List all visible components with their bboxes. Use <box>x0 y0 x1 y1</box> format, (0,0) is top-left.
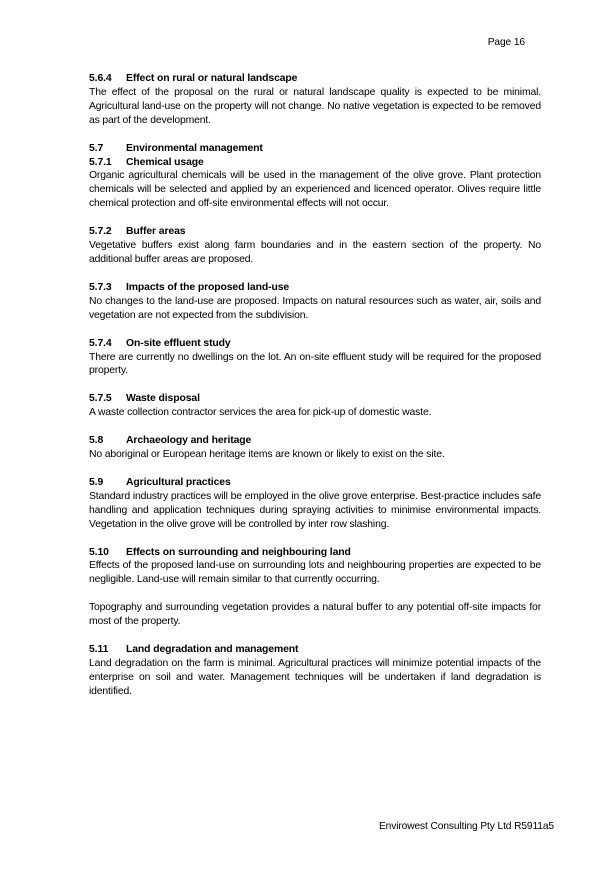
section-5-11 <box>89 643 541 699</box>
paragraph: Land degradation on the farm is minimal. Agricultural practices will minimize potential impacts of the enterprise on soil and water. Management techniques will be undertaken if land degradation is identified. <box>89 658 541 697</box>
section-title: Environmental management <box>126 142 263 154</box>
section-number: 5.7.3 <box>89 281 112 293</box>
section-heading <box>89 392 541 406</box>
paragraph: The effect of the proposal on the rural or natural landscape quality is expected to be minimal. Agricultural land-use on the property will not change. No native vegetation is expected to be removed as part of the development. <box>89 86 541 126</box>
section-5-8 <box>89 434 541 462</box>
section-title: Waste disposal <box>126 393 200 405</box>
section-heading <box>89 643 541 657</box>
section-number: 5.10 <box>89 546 109 558</box>
section-number: 5.7.5 <box>89 393 112 405</box>
section-number: 5.6.4 <box>89 73 112 84</box>
footer-company-reference: Envirowest Consulting Pty Ltd R5911a5 <box>378 821 554 832</box>
section-title: Land degradation and management <box>126 644 299 656</box>
section-number: 5.7.2 <box>89 226 112 238</box>
paragraph: Organic agricultural chemicals will be used in the management of the olive grove. Plant protection chemicals will be selected and applied by an experienced and licenced operator. Olives require little chemical protection and off-site environmental effects will not occur. <box>89 170 541 210</box>
section-title: Impacts of the proposed land-use <box>126 281 290 293</box>
section-title: Effect on rural or natural landscape <box>126 73 298 84</box>
section-heading <box>89 337 541 351</box>
section-heading <box>89 72 541 86</box>
section-5-7-1 <box>89 156 541 212</box>
document-body <box>89 72 541 713</box>
paragraph: Vegetative buffers exist along farm boundaries and in the eastern section of the property. No additional buffer areas are proposed. <box>89 240 541 265</box>
section-heading <box>89 281 541 295</box>
paragraph: No aboriginal or European heritage items are known or likely to exist on the site. <box>89 449 445 461</box>
section-heading <box>89 546 541 560</box>
section-title: Buffer areas <box>126 226 186 238</box>
section-5-10 <box>89 546 541 630</box>
section-number: 5.7 <box>89 142 104 154</box>
section-5-7-2 <box>89 225 541 267</box>
section-5-7-5 <box>89 392 541 420</box>
page-number: Page 16 <box>487 37 525 48</box>
paragraph: Standard industry practices will be employed in the olive grove enterprise. Best-practice includes safe handling and application techniques during spraying activities to minimise environmental impacts. Vegetation in the olive grove will be controlled by inter row slashing. <box>89 490 541 530</box>
section-heading <box>89 434 541 448</box>
section-title: Archaeology and heritage <box>126 435 252 447</box>
section-5-7-4 <box>89 337 541 379</box>
section-heading <box>89 476 541 490</box>
section-number: 5.11 <box>89 644 109 656</box>
paragraph: Topography and surrounding vegetation provides a natural buffer to any potential off-site impacts for most of the property. <box>89 602 541 628</box>
section-number: 5.7.4 <box>89 337 112 349</box>
section-heading <box>89 156 541 170</box>
section-title: On-site effluent study <box>126 337 231 349</box>
section-5-7 <box>89 142 541 156</box>
section-5-6-4 <box>89 72 541 128</box>
section-title: Chemical usage <box>126 156 204 168</box>
section-title: Agricultural practices <box>126 476 231 488</box>
section-5-9 <box>89 476 541 532</box>
section-5-7-3 <box>89 281 541 323</box>
section-number: 5.8 <box>89 435 104 447</box>
section-number: 5.9 <box>89 476 104 488</box>
section-heading <box>89 225 541 239</box>
section-heading <box>89 142 541 156</box>
paragraph: Effects of the proposed land-use on surrounding lots and neighbouring properties are expected to be negligible. Land-use will remain similar to that currently occurring. <box>89 560 541 586</box>
paragraph: A waste collection contractor services the area for pick-up of domestic waste. <box>89 407 432 419</box>
section-title: Effects on surrounding and neighbouring land <box>126 546 351 558</box>
paragraph: There are currently no dwellings on the lot. An on-site effluent study will be required for the proposed property. <box>89 351 541 377</box>
paragraph: No changes to the land-use are proposed. Impacts on natural resources such as water, air, soils and vegetation are not expected from the subdivision. <box>89 295 541 321</box>
section-number: 5.7.1 <box>89 156 112 168</box>
